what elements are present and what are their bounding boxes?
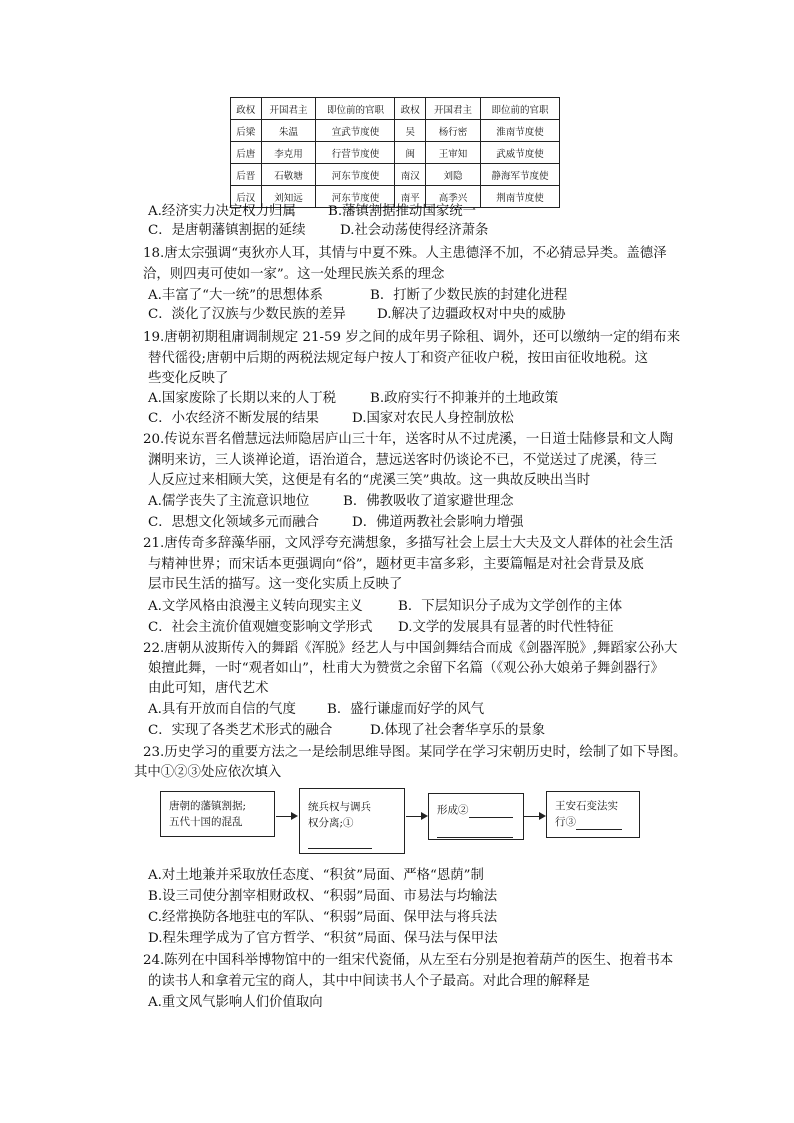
arrow-icon	[524, 816, 544, 817]
arrow-icon	[406, 816, 426, 817]
q24-stem: 24.陈列在中国科举博物馆中的一组宋代瓷俑，从左至右分别是抱着葫芦的医生、抱着书本	[143, 953, 674, 968]
q22-option-a: A.具有开放而自信的气度	[148, 702, 296, 717]
q20-stem: 20.传说东晋名僧慧远法师隐居庐山三十年，送客时从不过虎溪，一日道士陆修景和文人陶	[143, 432, 674, 447]
table-cell: 后晋	[231, 164, 262, 186]
table-cell: 河东节度使	[316, 186, 395, 208]
q24-stem: 的读书人和拿着元宝的商人，其中中间读书人个子最高。对此合理的解释是	[148, 974, 590, 989]
q19-stem: 替代徭役;唐朝中后期的两税法规定每户按人丁和资产征收户税，按田亩征收地税。这	[148, 351, 648, 366]
q22-stem: 22.唐朝从波斯传入的舞蹈《浑脱》经艺人与中国剑舞结合而成《剑器浑脱》,舞蹈家公孙大	[143, 641, 678, 656]
q20-option-a: A.儒学丧失了主流意识地位	[148, 494, 310, 509]
mind-map-text: 形成②	[437, 804, 469, 816]
q19-option-d: D.国家对农民人身控制放松	[352, 411, 514, 426]
mind-map-box-3	[428, 793, 524, 840]
table-cell: 后汉	[231, 186, 262, 208]
mind-map-box-4	[546, 791, 640, 838]
table-cell: 石敬塘	[261, 164, 316, 186]
table-cell: 政权	[395, 98, 426, 120]
q17-option-a: A.经济实力决定权力归属	[148, 204, 296, 219]
table-cell: 开国君主	[426, 98, 481, 120]
q21-option-c: C．社会主流价值观嬗变影响文学形式	[148, 620, 373, 635]
q19-stem: 些变化反映了	[148, 371, 229, 386]
mind-map-text: 王安石变法实	[555, 800, 618, 812]
q19-option-b: B.政府实行不抑兼并的土地政策	[370, 391, 559, 406]
q17-option-b: B.藩镇割据推动国家统一	[328, 204, 477, 219]
q24-option-a: A.重文风气影响人们价值取向	[148, 995, 323, 1010]
q21-stem: 层市民生活的描写。这一变化实质上反映了	[148, 577, 403, 592]
answer-blank	[437, 822, 515, 838]
mind-map-text: 统兵权与调兵	[308, 801, 371, 813]
q18-option-b: B．打断了少数民族的封建化进程	[370, 288, 568, 303]
mind-map-box-1	[160, 791, 275, 837]
mind-map-text: 行③	[555, 816, 576, 828]
table-cell: 后唐	[231, 142, 262, 164]
table-cell: 静海军节度使	[480, 164, 559, 186]
q19-option-c: C．小农经济不断发展的结果	[148, 411, 319, 426]
mind-map-text: 权分离;①	[308, 817, 354, 829]
table-cell: 南平	[395, 186, 426, 208]
table-cell: 刘知远	[261, 186, 316, 208]
q21-option-d: D.文学的发展具有显著的时代性特征	[398, 620, 614, 635]
table-cell: 王审知	[426, 142, 481, 164]
table-cell: 河东节度使	[316, 164, 395, 186]
q23-stem: 23.历史学习的重要方法之一是绘制思维导图。某同学在学习宋朝历史时，绘制了如下导图。	[143, 745, 687, 760]
table-cell: 荆南节度使	[480, 186, 559, 208]
q23-option-a: A.对土地兼并采取放任态度、“积贫”局面、严格“恩荫”制	[148, 868, 484, 883]
mind-map	[160, 788, 640, 858]
table-cell: 宣武节度使	[316, 120, 395, 142]
table-row	[231, 142, 560, 164]
table-cell: 即位前的官职	[480, 98, 559, 120]
table-row	[231, 164, 560, 186]
arrow-icon	[276, 816, 296, 817]
q22-option-c: C．实现了各类艺术形式的融合	[148, 723, 333, 738]
q21-stem: 21.唐传奇多辞藻华丽，文风浮夸充满想象，多描写社会上层士大夫及文人群体的社会生活	[143, 536, 674, 551]
q22-stem: 由此可知，唐代艺术	[148, 681, 269, 696]
table-cell: 开国君主	[261, 98, 316, 120]
q22-option-b: B．盛行谦虚而好学的风气	[327, 702, 485, 717]
table-cell: 高季兴	[426, 186, 481, 208]
q23-option-c: C.经常换防各地驻屯的军队、“积弱”局面、保甲法与将兵法	[148, 910, 498, 925]
answer-blank	[308, 833, 396, 849]
mind-map-text: 唐朝的藩镇割据;	[169, 800, 247, 812]
q20-stem: 渊明来访，三人谈禅论道，语治道合，慧远送客时仍谈论不已，不觉送过了虎溪，待三	[148, 453, 657, 468]
table-cell: 即位前的官职	[316, 98, 395, 120]
table-row	[231, 120, 560, 142]
q20-option-b: B．佛教吸收了道家避世理念	[343, 494, 514, 509]
q18-option-c: C．淡化了汉族与少数民族的差异	[148, 307, 346, 322]
q19-option-a: A.国家废除了长期以来的人丁税	[148, 391, 337, 406]
q20-option-c: C．思想文化领域多元而融合	[148, 515, 319, 530]
table-cell: 政权	[231, 98, 262, 120]
answer-blank	[469, 805, 513, 818]
q19-stem: 19.唐朝初期租庸调制规定 21-59 岁之间的成年男子除租、调外，还可以缴纳一定的绢布来	[143, 330, 681, 345]
table-cell: 行营节度使	[316, 142, 395, 164]
table-cell: 后梁	[231, 120, 262, 142]
q20-stem: 人反应过来相顾大笑，这便是有名的“虎溪三笑”典故。这一典故反映出当时	[148, 473, 591, 488]
q23-option-b: B.设三司使分割宰相财政权、“积弱”局面、市易法与均输法	[148, 889, 498, 904]
q22-stem: 娘擅此舞，一时“观者如山”，杜甫大为赞赏之余留下名篇（《观公孙大娘弟子舞剑器行》	[148, 661, 664, 676]
q18-stem: 18.唐太宗强调“夷狄亦人耳，其情与中夏不殊。人主患德泽不加，不必猜忌异类。盖德泽	[143, 246, 667, 261]
q18-stem: 洽，则四夷可使如一家”。这一处理民族关系的理念	[143, 267, 445, 282]
q20-option-d: D．佛道两教社会影响力增强	[352, 515, 524, 530]
q18-option-d: D.解决了边疆政权对中央的威胁	[377, 307, 566, 322]
mind-map-text: 五代十国的混乱	[169, 816, 243, 828]
q17-option-d: D.社会动荡使得经济萧条	[340, 223, 489, 238]
table-cell: 刘隐	[426, 164, 481, 186]
table-cell: 南汉	[395, 164, 426, 186]
table-cell: 武威节度使	[480, 142, 559, 164]
q22-option-d: D.体现了社会奢华享乐的景象	[370, 723, 546, 738]
table-header-row	[231, 98, 560, 120]
answer-blank	[576, 817, 622, 830]
q21-option-a: A.文学风格由浪漫主义转向现实主义	[148, 599, 363, 614]
table-cell: 闽	[395, 142, 426, 164]
table-cell: 吴	[395, 120, 426, 142]
regime-table	[230, 97, 560, 208]
q23-stem: 其中①②③处应依次填入	[134, 765, 282, 780]
q18-option-a: A.丰富了“大一统”的思想体系	[148, 288, 323, 303]
mind-map-box-2	[299, 788, 405, 854]
q23-option-d: D.程朱理学成为了官方哲学、“积贫”局面、保马法与保甲法	[148, 931, 498, 946]
q21-option-b: B．下层知识分子成为文学创作的主体	[398, 599, 623, 614]
q17-option-c: C．是唐朝藩镇割据的延续	[148, 223, 306, 238]
table-cell: 朱温	[261, 120, 316, 142]
q21-stem: 与精神世界；而宋话本更强调向“俗”，题材更丰富多彩，主要篇幅是对社会背景及底	[148, 557, 644, 572]
table-cell: 淮南节度使	[480, 120, 559, 142]
table-cell: 李克用	[261, 142, 316, 164]
table-cell: 杨行密	[426, 120, 481, 142]
